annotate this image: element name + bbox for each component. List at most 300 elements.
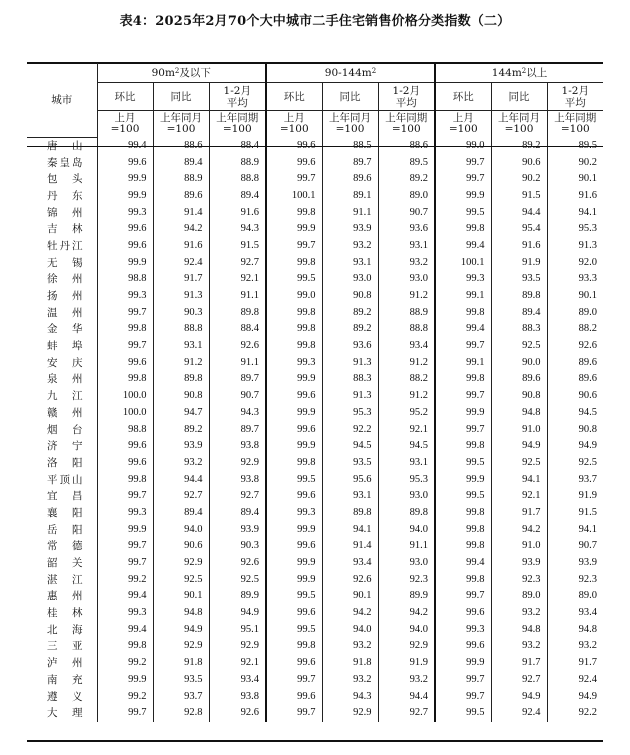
city-name: 襄阳	[47, 506, 83, 519]
index-value: 92.6	[322, 571, 378, 588]
index-value: 89.4	[209, 505, 266, 522]
city-name: 烟台	[47, 423, 83, 436]
index-value: 94.9	[491, 438, 547, 455]
index-value: 99.3	[435, 621, 491, 638]
index-value: 99.8	[435, 304, 491, 321]
index-value: 99.6	[97, 154, 153, 171]
index-value: 99.2	[97, 688, 153, 705]
index-value: 89.7	[209, 421, 266, 438]
city-name: 无锡	[47, 256, 83, 269]
city-name: 徐州	[47, 273, 83, 286]
index-value: 99.8	[435, 505, 491, 522]
table-title: 表4：2025年2月70个大中城市二手住宅销售价格分类指数（二）	[119, 14, 511, 29]
index-value: 92.1	[491, 488, 547, 505]
table-row	[27, 271, 603, 288]
index-value: 99.5	[266, 588, 322, 605]
index-value: 99.9	[435, 471, 491, 488]
index-value: 91.6	[209, 204, 266, 221]
table-row	[27, 204, 603, 221]
table-row	[27, 488, 603, 505]
index-value: 92.9	[322, 705, 378, 722]
index-value: 93.9	[153, 438, 209, 455]
index-value: 89.1	[322, 188, 378, 205]
index-value: 88.6	[153, 137, 209, 154]
table-row	[27, 171, 603, 188]
index-value: 99.4	[435, 555, 491, 572]
city-name: 泸州	[47, 657, 83, 670]
city-name: 温州	[47, 306, 83, 319]
index-value: 92.4	[491, 705, 547, 722]
index-value: 99.3	[435, 271, 491, 288]
index-value: 99.7	[97, 538, 153, 555]
index-value: 91.6	[153, 238, 209, 255]
base-header-ytd-avg: 上年同期 =100	[547, 111, 603, 138]
index-value: 93.1	[322, 254, 378, 271]
index-value: 90.3	[153, 304, 209, 321]
index-value: 99.6	[435, 605, 491, 622]
index-value: 99.7	[266, 171, 322, 188]
index-value: 93.6	[322, 338, 378, 355]
index-value: 90.6	[547, 388, 603, 405]
index-value: 99.6	[97, 455, 153, 472]
table-row	[27, 321, 603, 338]
table-row	[27, 154, 603, 171]
index-value: 91.7	[153, 271, 209, 288]
sub-header-mom: 环比	[266, 83, 322, 111]
index-value: 94.8	[491, 405, 547, 422]
index-value: 90.1	[153, 588, 209, 605]
index-value: 99.7	[97, 705, 153, 722]
index-value: 98.8	[97, 271, 153, 288]
city-name: 锦州	[47, 206, 83, 219]
city-name: 惠州	[47, 590, 83, 603]
index-value: 93.4	[209, 672, 266, 689]
index-value: 92.9	[209, 455, 266, 472]
index-value: 93.9	[209, 521, 266, 538]
index-value: 88.8	[153, 321, 209, 338]
index-value: 89.4	[209, 188, 266, 205]
index-value: 93.9	[547, 555, 603, 572]
index-value: 99.9	[266, 371, 322, 388]
index-value: 91.5	[547, 505, 603, 522]
index-value: 100.1	[435, 254, 491, 271]
index-value: 92.9	[153, 638, 209, 655]
table-row	[27, 421, 603, 438]
table-row	[27, 521, 603, 538]
base-header-mom: 上月 =100	[266, 111, 322, 138]
index-value: 93.2	[491, 638, 547, 655]
index-value: 99.7	[435, 338, 491, 355]
table-bottom-rule	[27, 740, 603, 742]
index-value: 88.5	[322, 137, 378, 154]
index-value: 88.3	[491, 321, 547, 338]
index-value: 88.8	[378, 321, 435, 338]
index-value: 93.2	[322, 238, 378, 255]
index-value: 99.9	[97, 188, 153, 205]
index-value: 91.3	[153, 288, 209, 305]
index-value: 93.0	[378, 488, 435, 505]
index-value: 99.8	[97, 371, 153, 388]
table-row	[27, 221, 603, 238]
index-value: 89.5	[547, 137, 603, 154]
city-name: 泉州	[47, 373, 83, 386]
index-value: 92.0	[547, 254, 603, 271]
index-value: 99.8	[266, 204, 322, 221]
city-name: 九江	[47, 390, 83, 403]
index-value: 89.4	[153, 505, 209, 522]
city-name: 唐山	[47, 139, 83, 152]
index-value: 94.0	[378, 521, 435, 538]
index-value: 91.3	[547, 238, 603, 255]
index-value: 92.7	[209, 254, 266, 271]
price-index-table	[27, 63, 603, 722]
sub-header-yoy: 同比	[322, 83, 378, 111]
city-name: 牡丹江	[47, 239, 83, 252]
index-value: 93.2	[378, 254, 435, 271]
index-value: 99.9	[435, 655, 491, 672]
index-value: 91.6	[547, 188, 603, 205]
index-value: 89.8	[378, 505, 435, 522]
index-value: 92.1	[209, 655, 266, 672]
sub-header-yoy: 同比	[491, 83, 547, 111]
index-value: 99.5	[266, 271, 322, 288]
index-value: 91.4	[322, 538, 378, 555]
index-value: 92.8	[153, 705, 209, 722]
header-bottom-rule	[27, 146, 603, 147]
city-name: 洛阳	[47, 456, 83, 469]
base-header-yoy: 上年同月 =100	[153, 111, 209, 138]
city-name: 岳阳	[47, 523, 83, 536]
index-value: 92.6	[209, 555, 266, 572]
index-value: 99.7	[266, 705, 322, 722]
index-value: 92.1	[209, 271, 266, 288]
index-value: 91.9	[491, 254, 547, 271]
table-row	[27, 605, 603, 622]
index-value: 99.6	[266, 538, 322, 555]
index-value: 99.9	[97, 672, 153, 689]
index-value: 92.1	[378, 421, 435, 438]
index-value: 93.8	[209, 688, 266, 705]
index-value: 99.5	[435, 455, 491, 472]
index-value: 99.6	[97, 354, 153, 371]
index-value: 88.6	[378, 137, 435, 154]
index-value: 99.6	[266, 388, 322, 405]
index-value: 93.2	[153, 455, 209, 472]
index-value: 91.9	[378, 655, 435, 672]
index-value: 91.2	[378, 354, 435, 371]
index-value: 89.4	[491, 304, 547, 321]
index-value: 99.3	[97, 505, 153, 522]
index-value: 99.8	[97, 471, 153, 488]
table-row	[27, 188, 603, 205]
index-value: 95.3	[547, 221, 603, 238]
table-row	[27, 254, 603, 271]
index-value: 93.8	[209, 471, 266, 488]
index-value: 91.0	[491, 421, 547, 438]
index-value: 88.4	[209, 137, 266, 154]
index-value: 89.8	[491, 288, 547, 305]
city-name: 大理	[47, 707, 83, 720]
index-value: 94.4	[491, 204, 547, 221]
index-value: 94.5	[378, 438, 435, 455]
index-value: 99.2	[97, 655, 153, 672]
city-name: 三亚	[47, 640, 83, 653]
index-value: 99.1	[435, 354, 491, 371]
index-value: 99.8	[97, 638, 153, 655]
index-value: 88.9	[378, 304, 435, 321]
index-value: 99.8	[266, 338, 322, 355]
index-value: 89.6	[322, 171, 378, 188]
index-value: 89.6	[153, 188, 209, 205]
index-value: 91.3	[322, 354, 378, 371]
city-name: 北海	[47, 623, 83, 636]
index-value: 93.0	[378, 271, 435, 288]
index-value: 92.2	[547, 705, 603, 722]
index-value: 88.3	[322, 371, 378, 388]
index-value: 92.3	[491, 571, 547, 588]
index-value: 93.9	[491, 555, 547, 572]
index-value: 99.5	[435, 488, 491, 505]
index-value: 93.1	[378, 238, 435, 255]
table-row	[27, 238, 603, 255]
index-value: 91.0	[491, 538, 547, 555]
city-name: 遵义	[47, 690, 83, 703]
index-value: 92.7	[491, 672, 547, 689]
index-value: 92.9	[378, 638, 435, 655]
city-name: 南充	[47, 673, 83, 686]
index-value: 99.8	[97, 321, 153, 338]
index-value: 94.0	[322, 621, 378, 638]
index-value: 99.9	[97, 254, 153, 271]
base-header-mom: 上月 =100	[97, 111, 153, 138]
table-row	[27, 438, 603, 455]
city-name: 湛江	[47, 573, 83, 586]
index-value: 89.7	[209, 371, 266, 388]
index-value: 89.4	[153, 154, 209, 171]
index-value: 92.6	[209, 705, 266, 722]
city-name: 扬州	[47, 290, 83, 303]
table-row	[27, 505, 603, 522]
index-value: 93.1	[153, 338, 209, 355]
index-value: 92.5	[209, 571, 266, 588]
index-value: 93.3	[547, 271, 603, 288]
index-value: 94.8	[547, 621, 603, 638]
base-header-ytd-avg: 上年同期 =100	[378, 111, 435, 138]
base-header-yoy: 上年同月 =100	[491, 111, 547, 138]
index-value: 94.9	[547, 438, 603, 455]
table-row	[27, 571, 603, 588]
index-value: 91.9	[547, 488, 603, 505]
index-value: 99.6	[97, 438, 153, 455]
index-value: 99.3	[266, 354, 322, 371]
index-value: 91.1	[322, 204, 378, 221]
city-name: 赣州	[47, 406, 83, 419]
index-value: 89.8	[153, 371, 209, 388]
column-header-city: 城市	[27, 63, 97, 137]
base-header-yoy: 上年同月 =100	[322, 111, 378, 138]
index-value: 93.4	[378, 338, 435, 355]
table-row	[27, 288, 603, 305]
index-value: 90.1	[547, 288, 603, 305]
index-value: 99.7	[435, 688, 491, 705]
index-value: 99.9	[266, 571, 322, 588]
index-value: 91.4	[153, 204, 209, 221]
index-value: 98.8	[97, 421, 153, 438]
index-value: 99.7	[435, 154, 491, 171]
index-value: 99.8	[266, 254, 322, 271]
index-value: 99.8	[435, 438, 491, 455]
index-value: 99.7	[97, 338, 153, 355]
index-value: 100.1	[266, 188, 322, 205]
index-value: 90.3	[209, 538, 266, 555]
index-value: 89.5	[378, 154, 435, 171]
index-value: 89.0	[378, 188, 435, 205]
index-value: 94.2	[153, 221, 209, 238]
index-value: 91.2	[153, 354, 209, 371]
table-row	[27, 688, 603, 705]
index-value: 94.8	[153, 605, 209, 622]
index-value: 92.3	[547, 571, 603, 588]
group-header-large: $144m^2$以上	[435, 63, 603, 83]
index-value: 99.1	[435, 288, 491, 305]
index-value: 92.9	[153, 555, 209, 572]
index-value: 99.7	[435, 421, 491, 438]
sub-header-ytd-avg: 1-2月 平均	[547, 83, 603, 111]
index-value: 100.0	[97, 405, 153, 422]
index-value: 91.7	[491, 655, 547, 672]
index-value: 99.7	[266, 238, 322, 255]
index-value: 95.1	[209, 621, 266, 638]
city-name: 秦皇岛	[47, 156, 83, 169]
index-value: 99.9	[266, 521, 322, 538]
index-value: 99.9	[435, 405, 491, 422]
index-value: 99.7	[435, 672, 491, 689]
index-value: 89.0	[491, 588, 547, 605]
index-value: 99.6	[266, 154, 322, 171]
index-value: 99.6	[266, 655, 322, 672]
index-value: 93.2	[491, 605, 547, 622]
index-value: 94.4	[378, 688, 435, 705]
table-row	[27, 638, 603, 655]
index-value: 95.3	[322, 405, 378, 422]
index-value: 93.4	[547, 605, 603, 622]
city-name: 金华	[47, 323, 83, 336]
city-name: 平顶山	[47, 473, 83, 486]
table-row	[27, 371, 603, 388]
city-name: 蚌埠	[47, 340, 83, 353]
index-value: 91.7	[547, 655, 603, 672]
index-value: 94.9	[547, 688, 603, 705]
table-row	[27, 538, 603, 555]
index-value: 92.5	[491, 455, 547, 472]
index-value: 93.2	[547, 638, 603, 655]
index-value: 99.5	[266, 471, 322, 488]
index-value: 92.7	[209, 488, 266, 505]
index-value: 99.7	[266, 672, 322, 689]
index-value: 93.9	[322, 221, 378, 238]
index-value: 99.7	[435, 171, 491, 188]
table-row	[27, 405, 603, 422]
index-value: 88.2	[378, 371, 435, 388]
index-value: 89.6	[491, 371, 547, 388]
index-value: 89.9	[209, 588, 266, 605]
sub-header-ytd-avg: 1-2月 平均	[209, 83, 266, 111]
index-value: 99.8	[435, 221, 491, 238]
city-name: 丹东	[47, 189, 83, 202]
city-name: 桂林	[47, 607, 83, 620]
index-value: 99.4	[97, 137, 153, 154]
index-value: 99.9	[266, 405, 322, 422]
index-value: 95.3	[378, 471, 435, 488]
index-value: 99.3	[97, 605, 153, 622]
index-value: 95.6	[322, 471, 378, 488]
index-value: 99.4	[435, 321, 491, 338]
index-value: 89.2	[491, 137, 547, 154]
index-value: 94.3	[209, 221, 266, 238]
index-value: 100.0	[97, 388, 153, 405]
index-value: 93.2	[378, 672, 435, 689]
index-value: 88.9	[209, 154, 266, 171]
index-value: 93.1	[322, 488, 378, 505]
index-value: 99.6	[266, 605, 322, 622]
index-value: 90.8	[153, 388, 209, 405]
index-value: 91.7	[491, 505, 547, 522]
index-value: 89.7	[322, 154, 378, 171]
base-header-mom: 上月 =100	[435, 111, 491, 138]
table-row	[27, 388, 603, 405]
index-value: 91.5	[491, 188, 547, 205]
index-value: 99.5	[435, 204, 491, 221]
index-value: 95.2	[378, 405, 435, 422]
index-value: 92.6	[209, 338, 266, 355]
index-value: 90.8	[322, 288, 378, 305]
index-value: 99.7	[435, 588, 491, 605]
index-value: 88.2	[547, 321, 603, 338]
index-value: 91.2	[378, 388, 435, 405]
index-value: 90.0	[491, 354, 547, 371]
index-value: 93.1	[378, 455, 435, 472]
city-name: 济宁	[47, 440, 83, 453]
index-value: 99.7	[97, 304, 153, 321]
table-row	[27, 455, 603, 472]
index-value: 91.2	[378, 288, 435, 305]
index-value: 99.8	[266, 638, 322, 655]
index-value: 91.5	[209, 238, 266, 255]
index-value: 94.2	[491, 521, 547, 538]
index-value: 90.6	[491, 154, 547, 171]
index-value: 91.8	[322, 655, 378, 672]
index-value: 90.7	[547, 538, 603, 555]
index-value: 99.9	[266, 555, 322, 572]
index-value: 92.4	[547, 672, 603, 689]
index-value: 88.4	[209, 321, 266, 338]
index-value: 92.9	[209, 638, 266, 655]
index-value: 89.6	[547, 354, 603, 371]
index-value: 94.8	[491, 621, 547, 638]
index-value: 92.5	[491, 338, 547, 355]
index-value: 94.1	[491, 471, 547, 488]
index-value: 99.7	[97, 488, 153, 505]
index-value: 92.7	[153, 488, 209, 505]
index-value: 90.7	[209, 388, 266, 405]
index-value: 91.1	[378, 538, 435, 555]
index-value: 89.0	[547, 304, 603, 321]
index-value: 94.9	[209, 605, 266, 622]
index-value: 90.8	[547, 421, 603, 438]
index-value: 99.8	[435, 538, 491, 555]
index-value: 93.0	[378, 555, 435, 572]
index-value: 92.6	[547, 338, 603, 355]
